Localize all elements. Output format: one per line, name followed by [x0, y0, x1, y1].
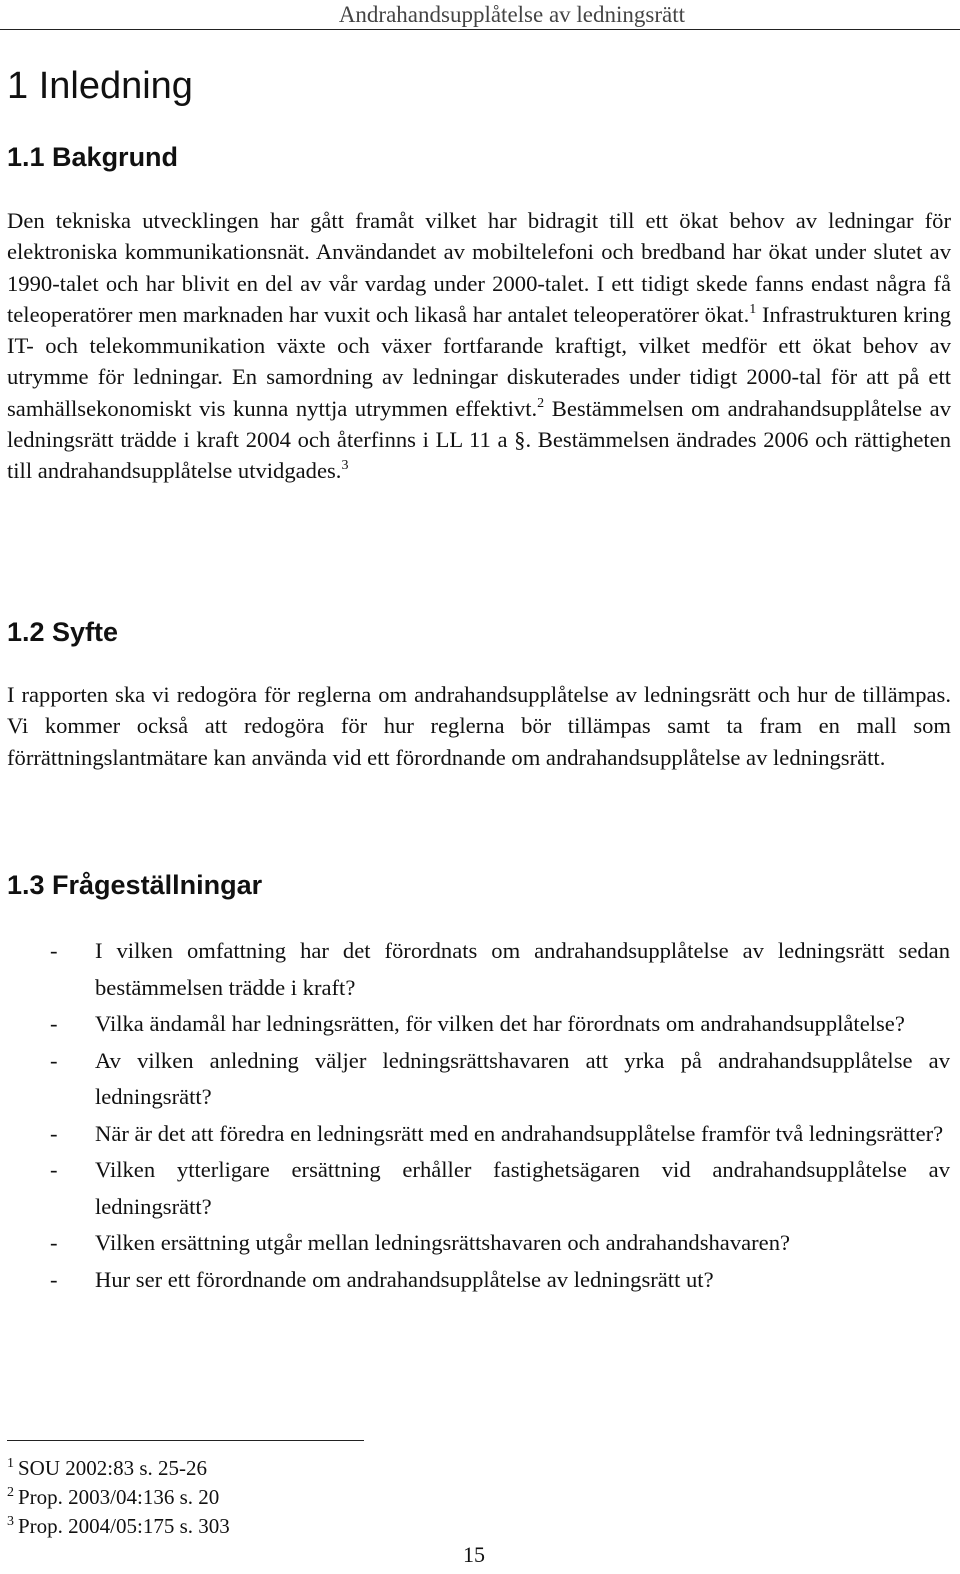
list-item [0, 1262, 960, 1299]
list-item-text: Hur ser ett förordnande om andrahandsupplåtelse av ledningsrätt ut? [95, 1266, 714, 1292]
footnote-text: SOU 2002:83 s. 25-26 [18, 1456, 208, 1480]
section-heading-fragestallningar: 1.3 Frågeställningar [7, 870, 263, 900]
list-dash: - [50, 938, 58, 963]
running-header: Andrahandsupplåtelse av ledningsrätt [0, 0, 960, 30]
footnote-ref-1: 1 [749, 301, 757, 317]
list-item [0, 1116, 960, 1153]
footnote-divider [7, 1440, 364, 1441]
list-dash: - [50, 1230, 58, 1255]
list-item-text: Vilka ändamål har ledningsrätten, för vilken det har förordnats om andrahandsupplåtelse? [95, 1011, 905, 1036]
footnote-ref-2: 2 [537, 395, 545, 411]
footnote-number: 1 [7, 1456, 14, 1471]
footnote [7, 1512, 230, 1541]
list-item-text: Vilken ytterligare ersättning erhåller fastighetsägaren vid andrahandsupplåtelse av ledningsrätt? [95, 1157, 950, 1219]
footnote [7, 1454, 230, 1483]
paragraph-bakgrund-part1: Den tekniska utvecklingen har gått framåt vilket har bidragit till ett ökat behov av ledningar för elektroniska kommunikationsnät. Användandet av mobiltelefoni och bredband har ökat under slutet av 1990-talet och har blivit en del av vår vardag under 2000-talet. I ett tidigt skede fanns endast några få teleoperatörer men marknaden har vuxit och likaså har antalet teleoperatörer ökat. [7, 208, 951, 327]
list-item [0, 1006, 960, 1043]
footnote-number: 3 [7, 1514, 14, 1529]
list-dash: - [50, 1266, 58, 1292]
list-dash: - [50, 1047, 58, 1073]
list-item-text: Vilken ersättning utgår mellan ledningsrättshavaren och andrahandshavaren? [95, 1230, 791, 1255]
footnote-text: Prop. 2004/05:175 s. 303 [18, 1514, 230, 1538]
section-heading-bakgrund: 1.1 Bakgrund [7, 142, 179, 172]
list-item-text: Av vilken anledning väljer ledningsrättshavaren att yrka på andrahandsupplåtelse av ledningsrätt? [95, 1047, 950, 1109]
list-dash: - [50, 1157, 58, 1182]
page-number: 15 [463, 1542, 485, 1567]
footnote-ref-3: 3 [341, 458, 349, 474]
section-heading-syfte: 1.2 Syfte [7, 617, 119, 647]
list-dash: - [50, 1011, 58, 1036]
footnote [7, 1483, 230, 1512]
paragraph-bakgrund-part2: Infrastrukturen kring IT- och telekommunikation växte och växer fortfarande kraftigt, vilket medför ett ökat behov av utrymme för ledningar. En samordning av ledningar diskuterades under tidigt 2000-tal för att på ett samhällsekonomiskt vis kunna nyttja utrymmen effektivt. [7, 301, 951, 421]
list-item [0, 933, 960, 1006]
chapter-title: 1 Inledning [7, 65, 193, 107]
paragraph-bakgrund-part3: Bestämmelsen om andrahandsupplåtelse av ledningsrätt trädde i kraft 2004 och återfinns i LL 11 a §. Bestämmelsen ändrades 2006 och rättigheten till andrahandsupplåtelse utvidgades. [7, 395, 952, 484]
list-item [0, 1043, 960, 1116]
list-item [0, 1225, 960, 1262]
footnotes [7, 1454, 230, 1541]
paragraph-syfte: I rapporten ska vi redogöra för reglerna om andrahandsupplåtelse av ledningsrätt och hur de tillämpas. Vi kommer också att redogöra för hur reglerna bör tillämpas samt ta fram en mall som förrättningslantmätare kan använda vid ett förordnande om andrahandsupplåtelse av ledningsrätt. [7, 682, 951, 770]
list-item-text: I vilken omfattning har det förordnats om andrahandsupplåtelse av ledningsrätt sedan bestämmelsen trädde i kraft? [95, 938, 950, 1000]
list-item [0, 1152, 960, 1225]
paragraph-bakgrund [7, 205, 951, 487]
list-dash: - [50, 1120, 58, 1146]
question-list [0, 933, 960, 1298]
footnote-number: 2 [7, 1485, 14, 1500]
footnote-text: Prop. 2003/04:136 s. 20 [18, 1485, 220, 1509]
list-item-text: När är det att föredra en ledningsrätt med en andrahandsupplåtelse framför två ledningsrätter? [95, 1120, 944, 1146]
